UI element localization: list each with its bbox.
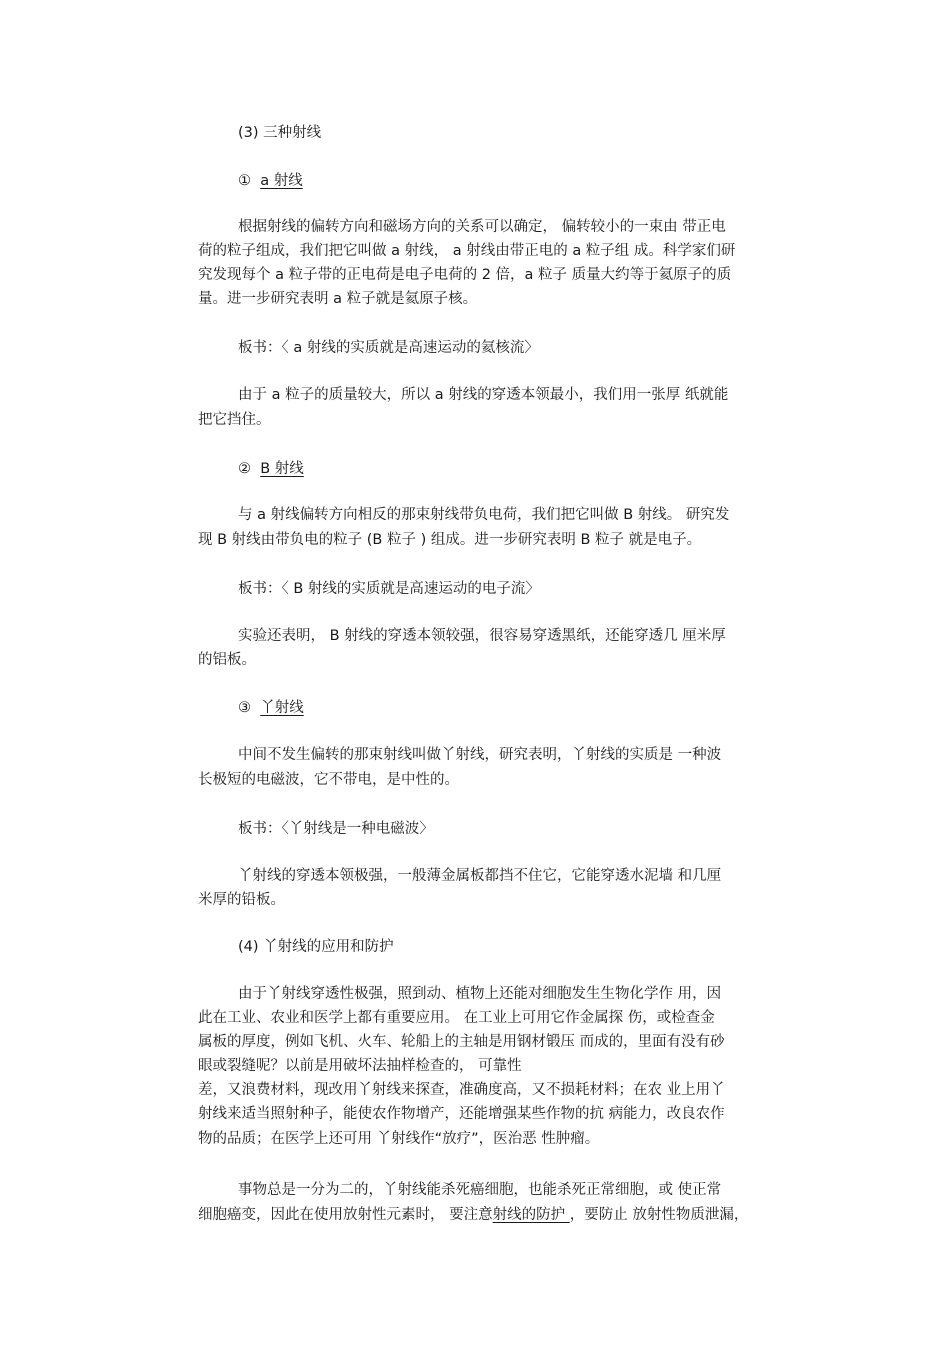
gamma-paragraph-1-line-1: 中间不发生偏转的那束射线叫做丫射线，研究表明，丫射线的实质是 一种波 [238, 747, 722, 763]
gamma-board-note: 板书：〈丫射线是一种电磁波〉 [238, 821, 434, 837]
alpha-paragraph-2-line-1: 由于 a 粒子的质量较大，所以 a 射线的穿透本领最小，我们用一张厚 纸就能 [238, 387, 729, 403]
alpha-paragraph-1-line-2: 荷的粒子组成，我们把它叫做 a 射线， a 射线由带正电的 a 粒子组 成。科学家们研 [198, 243, 736, 259]
beta-heading-title: B 射线 [260, 461, 304, 477]
beta-paragraph-2-line-2: 的铝板。 [198, 652, 256, 668]
circled-number-1: ① [238, 173, 251, 189]
alpha-paragraph-1-line-3: 究发现每个 a 粒子带的正电荷是电子电荷的 2 倍，a 粒子 质量大约等于氦原子的质 [198, 267, 732, 283]
beta-paragraph-2-line-1: 实验还表明， B 射线的穿透本领较强，很容易穿透黑纸，还能穿透几 厘米厚 [238, 628, 726, 644]
application-paragraph-line-5: 差，又浪费材料，现改用丫射线来探查，准确度高，又不损耗材料；在农 业上用丫 [198, 1082, 725, 1098]
gamma-paragraph-2-line-1: 丫射线的穿透本领极强，一般薄金属板都挡不住它，它能穿透水泥墙 和几厘 [238, 868, 722, 884]
protection-paragraph-line-2 [198, 1203, 808, 1227]
alpha-paragraph-2-line-2: 把它挡住。 [198, 412, 271, 428]
gamma-heading [238, 696, 808, 720]
beta-paragraph-1-line-1: 与 a 射线偏转方向相反的那束射线带负电荷，我们把它叫做 B 射线。 研究发 [238, 507, 730, 523]
application-paragraph-line-6: 射线来适当照射种子，能使农作物增产，还能增强某些作物的抗 病能力，改良农作 [198, 1106, 725, 1122]
application-paragraph-line-2: 此在工业、农业和医学上都有重要应用。 在工业上可用它作金属探 伤，或检查金 [198, 1010, 715, 1026]
gamma-paragraph-2-line-2: 米厚的铅板。 [198, 892, 285, 908]
alpha-heading [238, 169, 808, 193]
application-paragraph-line-7: 物的品质；在医学上还可用 丫射线作“放疗”，医治恶 性肿瘤。 [198, 1131, 600, 1147]
application-paragraph-line-1: 由于丫射线穿透性极强，照到动、植物上还能对细胞发生生物化学作 用，因 [238, 986, 722, 1002]
section-4-heading: (4) 丫射线的应用和防护 [238, 939, 394, 955]
alpha-paragraph-1-line-1: 根据射线的偏转方向和磁场方向的关系可以确定， 偏转较小的一束由 带正电 [238, 219, 726, 235]
beta-board-note: 板书：〈 B 射线的实质就是高速运动的电子流〉 [238, 581, 540, 597]
circled-number-3: ③ [238, 700, 251, 716]
alpha-paragraph-1-line-4: 量。进一步研究表明 a 粒子就是氦原子核。 [198, 291, 478, 307]
protection-text-a: 细胞癌变，因此在使用放射性元素时， 要注意 [198, 1207, 493, 1223]
circled-number-2: ② [238, 461, 251, 477]
gamma-paragraph-1-line-2: 长极短的电磁波，它不带电，是中性的。 [198, 772, 459, 788]
beta-heading [238, 457, 808, 481]
alpha-board-note: 板书：〈 a 射线的实质就是高速运动的氦核流〉 [238, 340, 539, 356]
section-3-heading: (3) 三种射线 [238, 125, 322, 141]
application-paragraph-line-4: 眼或裂缝呢？以前是用破坏法抽样检查的， 可靠性 [198, 1058, 522, 1074]
gamma-heading-title: 丫射线 [260, 700, 304, 716]
application-paragraph-line-3: 属板的厚度，例如飞机、火车、轮船上的主轴是用钢材锻压 而成的，里面有没有砂 [198, 1034, 725, 1050]
beta-paragraph-1-line-2: 现 B 射线由带负电的粒子 (B 粒子 ) 组成。进一步研究表明 B 粒子 就是电子。 [198, 532, 702, 548]
protection-underlined-term: 射线的防护 [492, 1207, 570, 1223]
protection-text-b: ，要防止 放射性物质泄漏， [569, 1207, 749, 1223]
protection-paragraph-line-1: 事物总是一分为二的，丫射线能杀死癌细胞，也能杀死正常细胞，或 使正常 [238, 1182, 722, 1198]
alpha-heading-title: a 射线 [260, 173, 303, 189]
